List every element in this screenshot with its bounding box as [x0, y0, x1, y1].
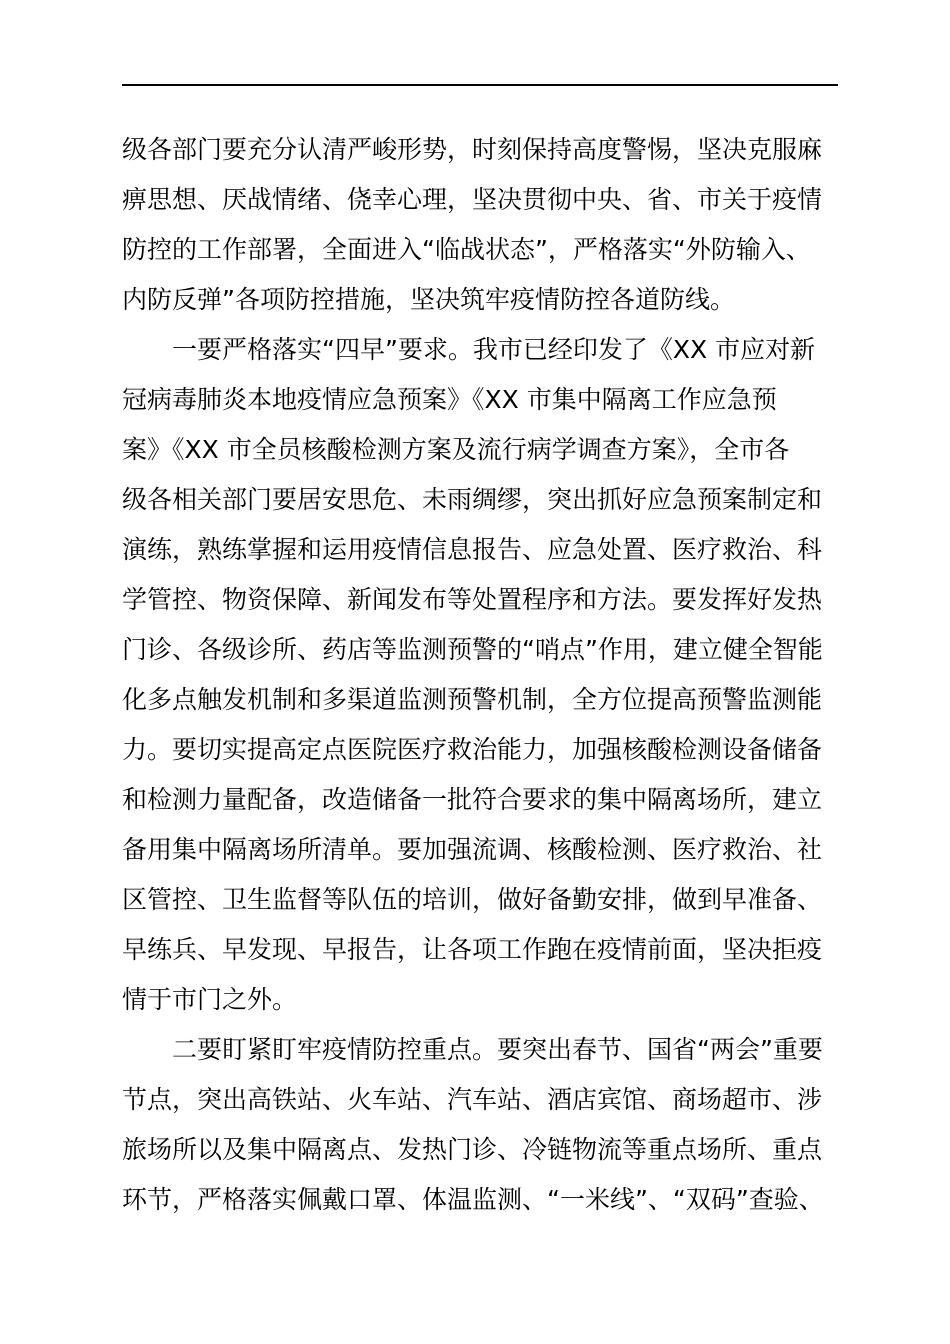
text-line: 区管控、卫生监督等队伍的培训，做好备勤安排，做到早准备、	[122, 885, 823, 914]
text-line: 早练兵、早发现、早报告，让各项工作跑在疫情前面，坚决拒疫	[122, 935, 823, 964]
text-line: 内防反弹”各项防控措施，坚决筑牢疫情防控各道防线。	[122, 285, 735, 314]
text-line: 情于市门之外。	[122, 985, 298, 1014]
text-line: 学管控、物资保障、新闻发布等处置程序和方法。要发挥好发热	[122, 585, 823, 614]
text-line: 级各部门要充分认清严峻形势，时刻保持高度警惕，坚决克服麻	[122, 135, 823, 164]
text-line: 节点，突出高铁站、火车站、汽车站、酒店宾馆、商场超市、涉	[122, 1085, 823, 1114]
text-line: 备用集中隔离场所清单。要加强流调、核酸检测、医疗救治、社	[122, 835, 823, 864]
header-rule	[122, 84, 838, 86]
text-line: 门诊、各级诊所、药店等监测预警的“哨点”作用，建立健全智能	[122, 635, 823, 664]
text-line: 防控的工作部署，全面进入“临战状态”，严格落实“外防输入、	[122, 235, 811, 264]
text-line: 级各相关部门要居安思危、未雨绸缪，突出抓好应急预案制定和	[122, 485, 823, 514]
text-line: 环节，严格落实佩戴口罩、体温监测、“一米线”、“双码”查验、	[122, 1185, 824, 1214]
text-line: 一要严格落实“四早”要求。我市已经印发了《XX 市应对新	[122, 335, 816, 364]
text-line: 和检测力量配备，改造储备一批符合要求的集中隔离场所，建立	[122, 785, 823, 814]
text-line: 旅场所以及集中隔离点、发热门诊、冷链物流等重点场所、重点	[122, 1135, 823, 1164]
text-line: 冠病毒肺炎本地疫情应急预案》《XX 市集中隔离工作应急预	[122, 385, 777, 414]
text-line: 化多点触发机制和多渠道监测预警机制，全方位提高预警监测能	[122, 685, 823, 714]
text-line: 案》《XX 市全员核酸检测方案及流行病学调查方案》，全市各	[122, 435, 790, 464]
document-body	[122, 125, 852, 1225]
text-line: 演练，熟练掌握和运用疫情信息报告、应急处置、医疗救治、科	[122, 535, 823, 564]
text-line: 二要盯紧盯牢疫情防控重点。要突出春节、国省“两会”重要	[122, 1035, 823, 1064]
text-line: 力。要切实提高定点医院医疗救治能力，加强核酸检测设备储备	[122, 735, 823, 764]
text-line: 痹思想、厌战情绪、侥幸心理，坚决贯彻中央、省、市关于疫情	[122, 185, 823, 214]
